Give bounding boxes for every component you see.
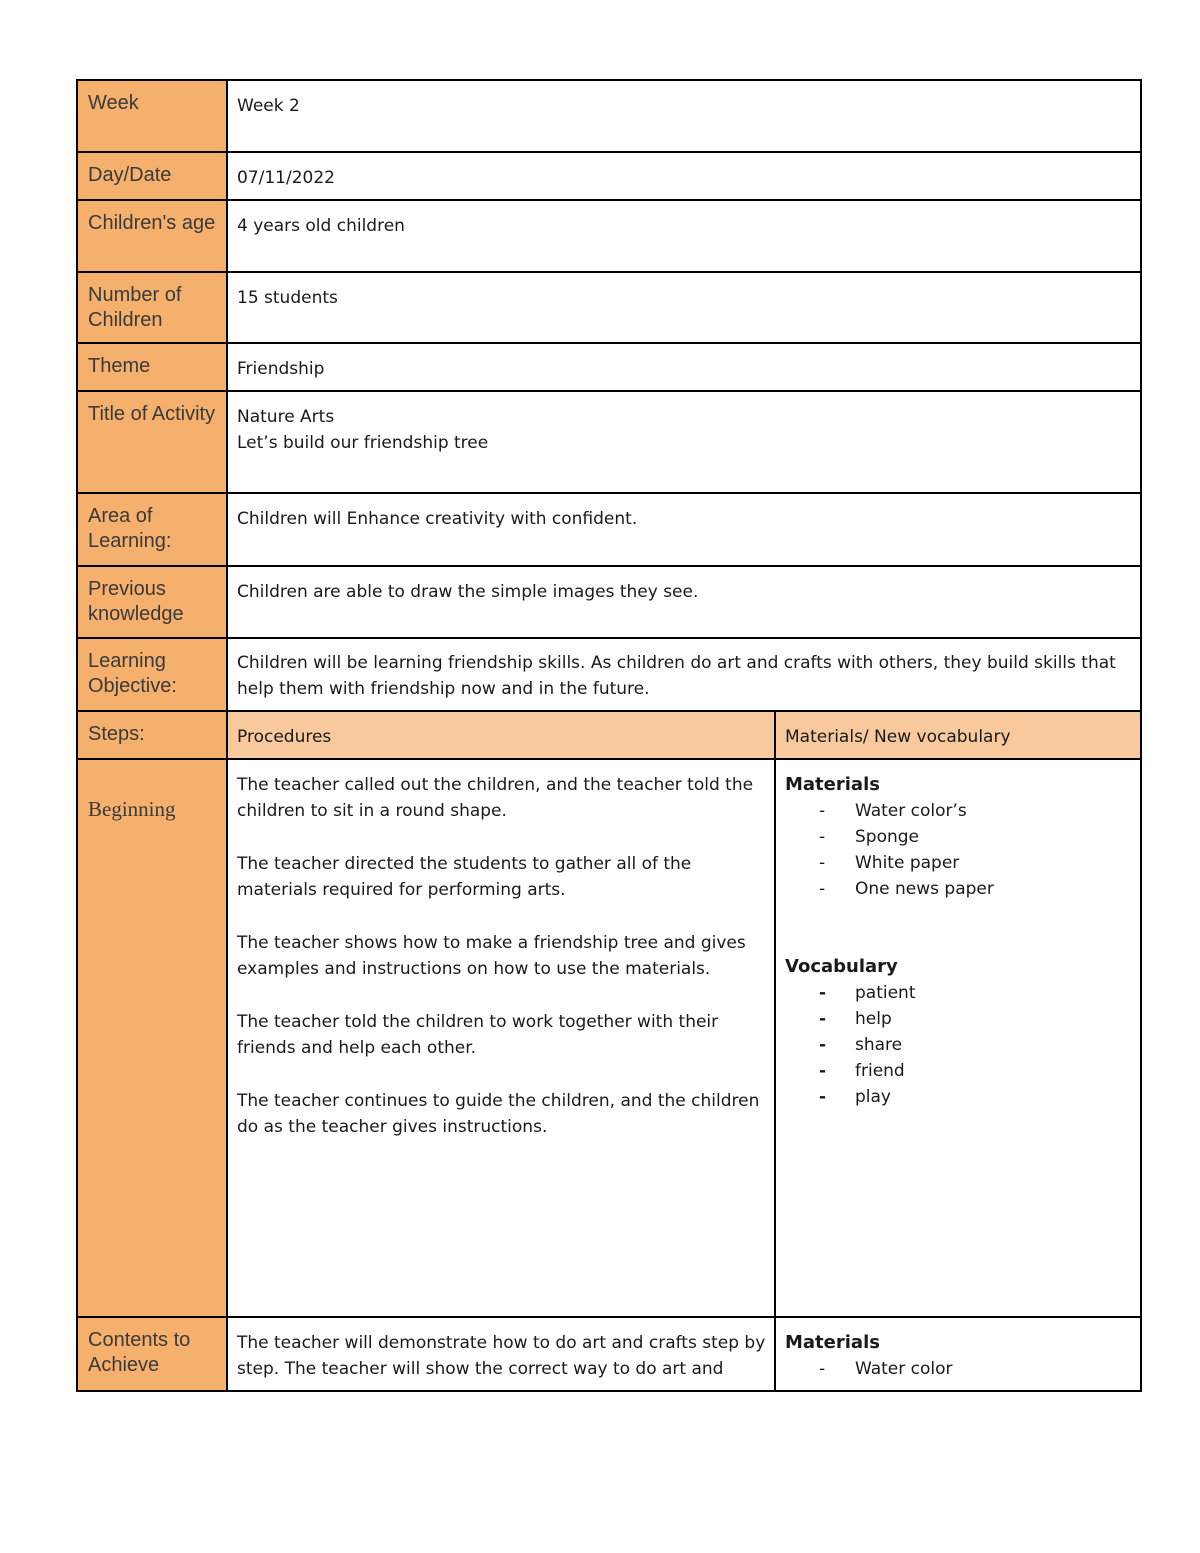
row-week [78,81,1140,153]
procedure-step: The teacher shows how to make a friendship tree and gives examples and instructions on how to use the materials. [237,933,746,979]
week-label: Week [78,81,228,151]
number-value: 15 students [237,288,338,308]
previous-label: Previous knowledge [78,567,228,637]
contents-procedure: The teacher will demonstrate how to do art and crafts step by step. The teacher will show the correct way to do art and [228,1318,776,1390]
title-value [228,392,1140,492]
beginning-label: Beginning [78,760,228,1316]
list-item: - Sponge [785,824,1132,850]
title-line-1: Nature Arts [237,407,335,427]
row-area [78,494,1140,567]
procedure-step: The teacher continues to guide the children, and the children do as the teacher gives instructions. [237,1091,760,1137]
list-item: - One news paper [785,876,1132,902]
row-age [78,201,1140,273]
area-value: Children will Enhance creativity with confident. [237,509,638,529]
list-item: - Water color [785,1356,1132,1382]
procedure-step: The teacher directed the students to gather all of the materials required for performing arts. [237,854,692,900]
age-value: 4 years old children [237,216,405,236]
vocabulary-list [785,980,1132,1110]
beginning-procedures [228,760,776,1316]
list-item: - help [785,1006,1132,1032]
row-number [78,273,1140,344]
row-steps [78,712,1140,760]
list-item: - friend [785,1058,1132,1084]
contents-materials-title: Materials [785,1332,880,1353]
beginning-materials [776,760,1140,1316]
procedure-step: The teacher called out the children, and the teacher told the children to sit in a round shape. [237,775,754,821]
procedures-header: Procedures [228,712,776,758]
date-value: 07/11/2022 [237,168,335,188]
materials-header: Materials/ New vocabulary [776,712,1140,758]
theme-value: Friendship [237,359,325,379]
age-label: Children's age [78,201,228,271]
objective-label: Learning Objective: [78,639,228,710]
area-label: Area of Learning: [78,494,228,565]
list-item: - patient [785,980,1132,1006]
row-previous [78,567,1140,639]
list-item: - Water color’s [785,798,1132,824]
procedure-step: The teacher told the children to work together with their friends and help each other. [237,1012,719,1058]
materials-list [785,798,1132,902]
title-line-2: Let’s build our friendship tree [237,433,489,453]
number-label: Number of Children [78,273,228,342]
steps-label: Steps: [78,712,228,758]
row-title [78,392,1140,494]
row-theme [78,344,1140,392]
vocabulary-title: Vocabulary [785,956,898,977]
list-item: - share [785,1032,1132,1058]
row-contents [78,1318,1140,1390]
lesson-plan-table [76,79,1142,1392]
previous-value: Children are able to draw the simple images they see. [237,582,699,602]
list-item: - play [785,1084,1132,1110]
contents-materials-list [785,1356,1132,1382]
contents-label: Contents to Achieve [78,1318,228,1390]
list-item: - White paper [785,850,1132,876]
row-objective [78,639,1140,712]
materials-title: Materials [785,774,880,795]
week-value: Week 2 [237,96,300,116]
objective-value: Children will be learning friendship skills. As children do art and crafts with others, they build skills that help them with friendship now and in the future. [237,653,1116,699]
theme-label: Theme [78,344,228,390]
row-date [78,153,1140,201]
contents-materials [776,1318,1140,1390]
row-beginning [78,760,1140,1318]
title-label: Title of Activity [78,392,228,492]
date-label: Day/Date [78,153,228,199]
